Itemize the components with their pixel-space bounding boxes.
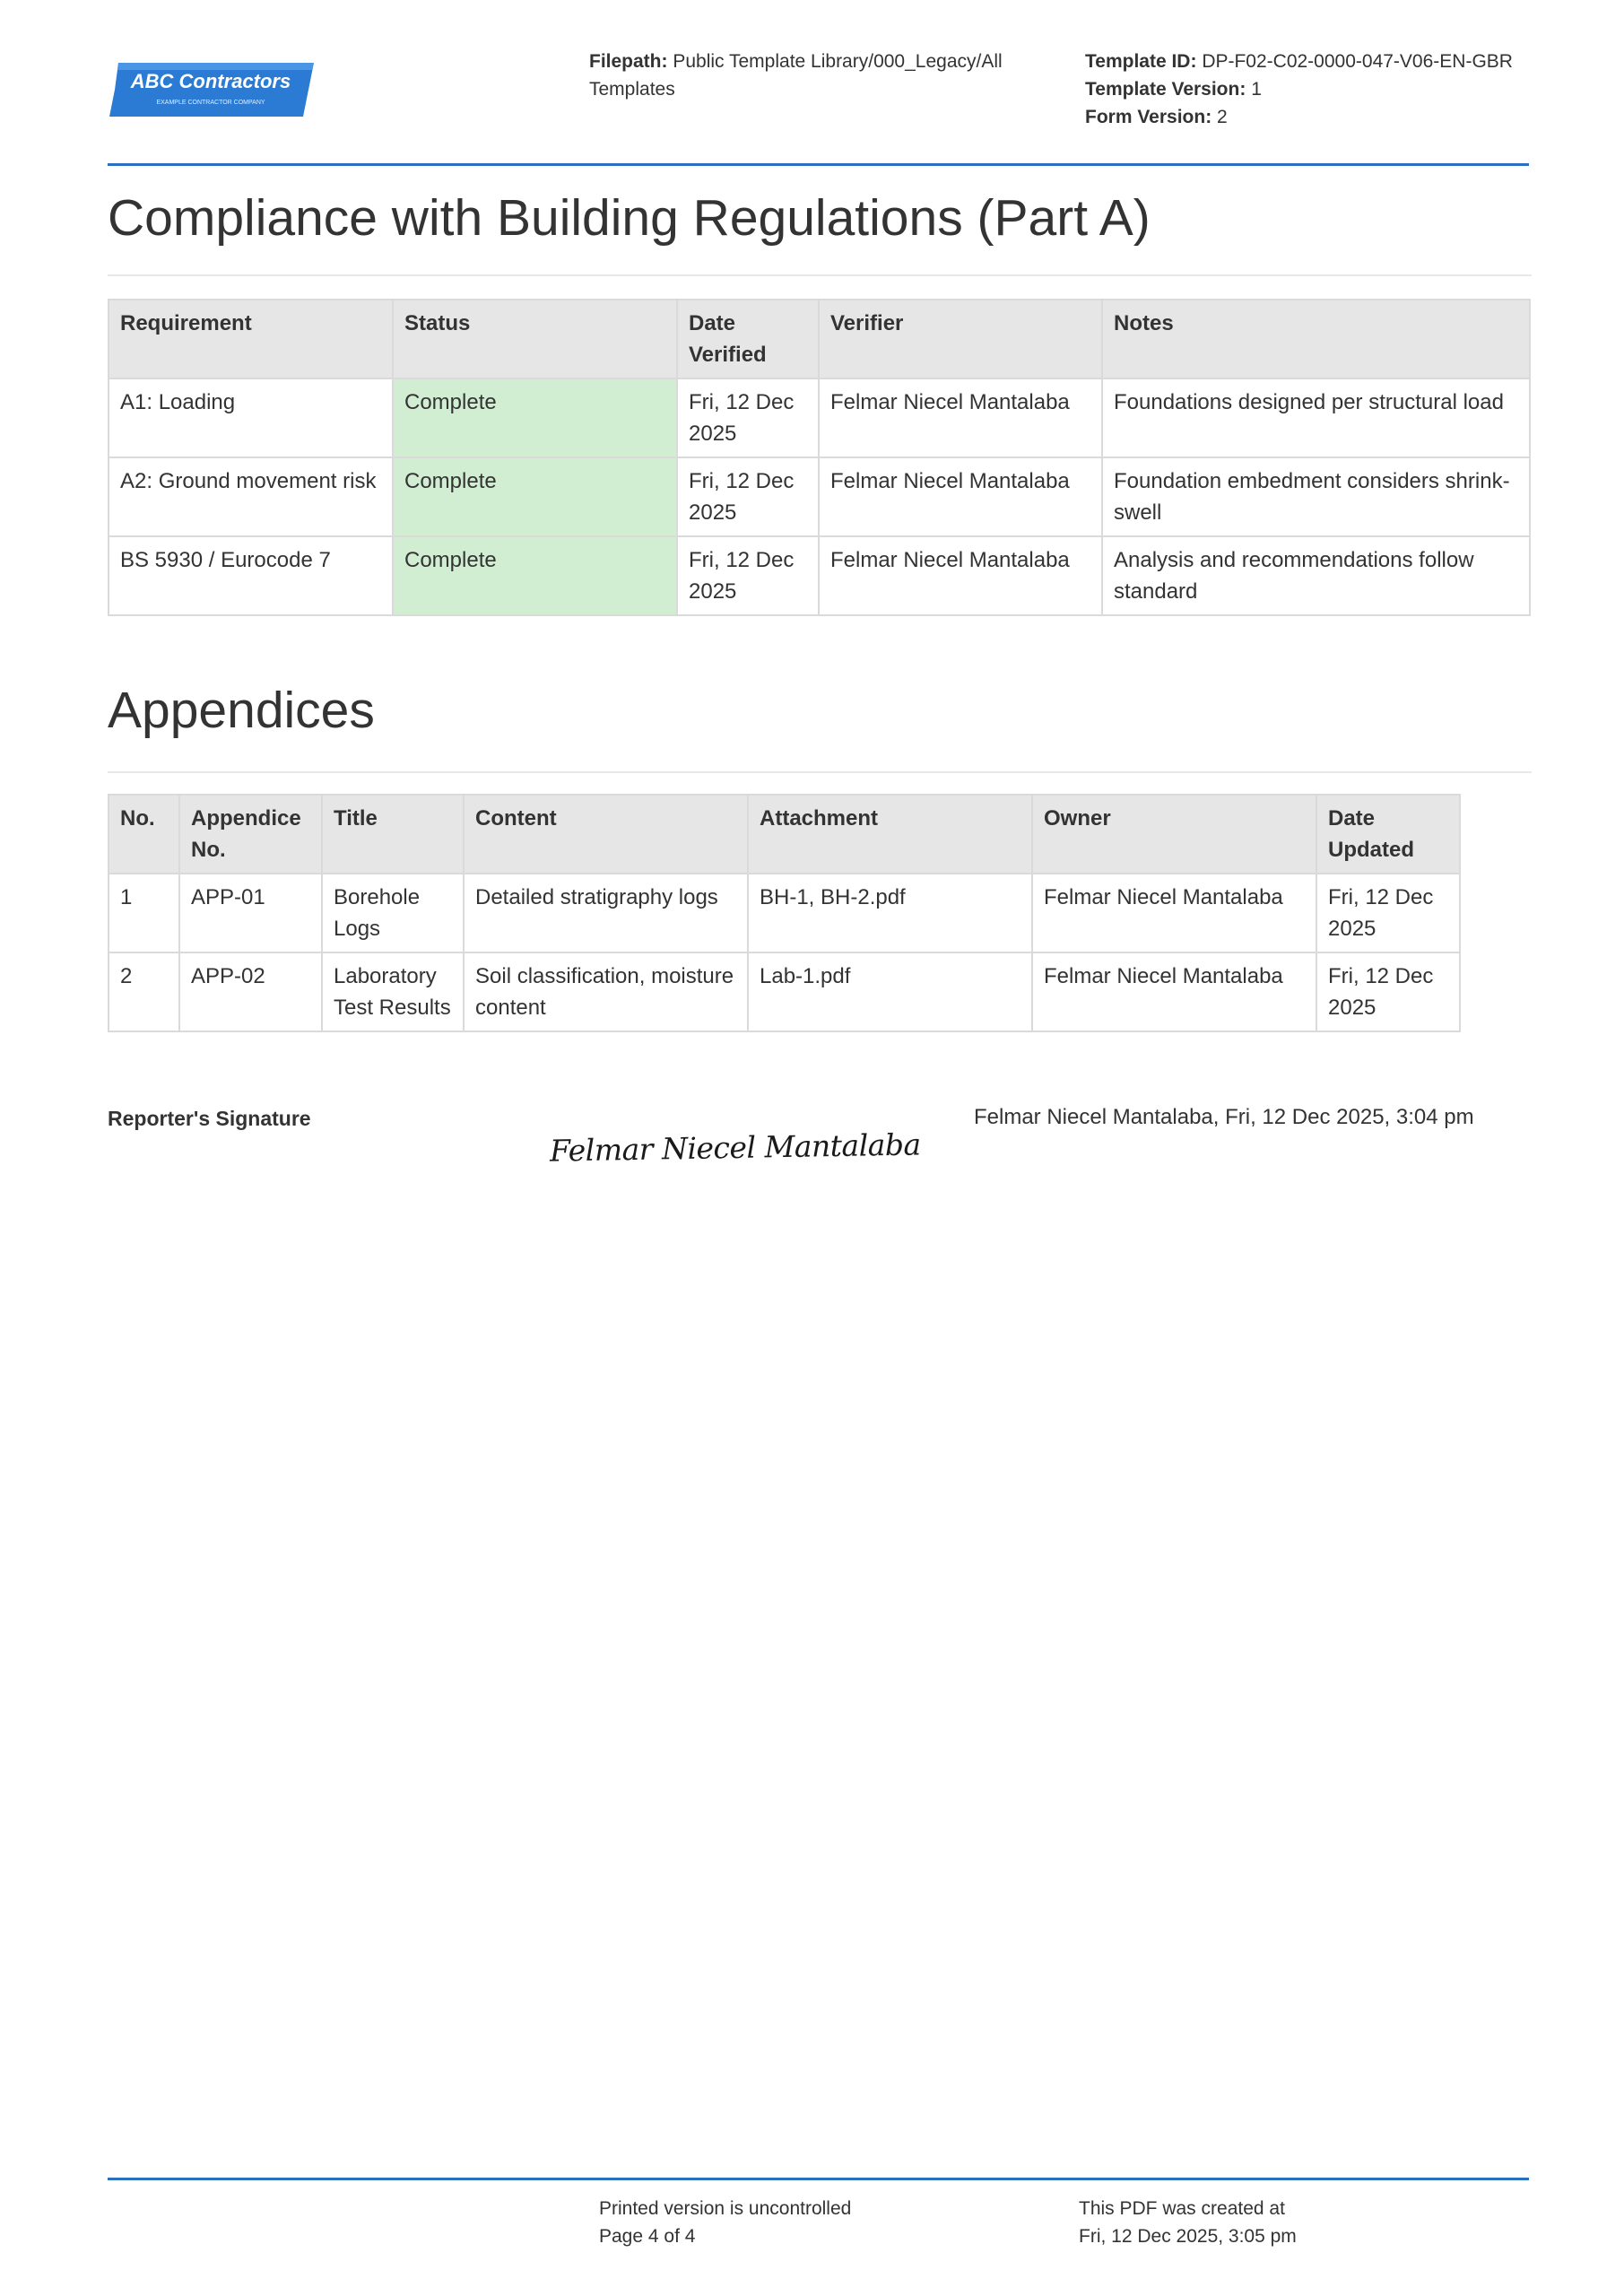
signature-row: [108, 1101, 1533, 1173]
page-header: [108, 0, 1529, 166]
col-no: No.: [109, 795, 179, 874]
owner-cell: Felmar Niecel Mantalaba: [1032, 874, 1316, 952]
content-cell: Soil classification, moisture content: [464, 952, 748, 1031]
col-title: Title: [322, 795, 464, 874]
filepath-value: Public Template Library/000_Legacy/All Templates: [589, 51, 1003, 100]
title-cell: Borehole Logs: [322, 874, 464, 952]
page-number: Page 4 of 4: [599, 2226, 696, 2247]
table-row: [109, 378, 1530, 457]
section-divider: [108, 771, 1532, 773]
col-appendice-no: Appendice No.: [179, 795, 322, 874]
notes-cell: Foundation embedment considers shrink-swell: [1102, 457, 1530, 536]
appendice-no-cell: APP-02: [179, 952, 322, 1031]
table-row: [109, 952, 1460, 1031]
col-content: Content: [464, 795, 748, 874]
no-cell: 2: [109, 952, 179, 1031]
status-cell: Complete: [393, 536, 677, 615]
date-updated-cell: Fri, 12 Dec 2025: [1316, 952, 1460, 1031]
requirement-cell: A2: Ground movement risk: [109, 457, 393, 536]
template-version-line: [1085, 75, 1529, 103]
template-id-label: Template ID:: [1085, 51, 1197, 72]
verifier-cell: Felmar Niecel Mantalaba: [819, 378, 1102, 457]
notes-cell: Analysis and recommendations follow standard: [1102, 536, 1530, 615]
filepath-meta: [589, 48, 1038, 103]
page-footer: [108, 2178, 1529, 2261]
verifier-cell: Felmar Niecel Mantalaba: [819, 536, 1102, 615]
signature-info: Felmar Niecel Mantalaba, Fri, 12 Dec 2025, 3:04 pm: [974, 1105, 1474, 1129]
svg-text:ABC Contractors: ABC Contractors: [130, 70, 291, 92]
owner-cell: Felmar Niecel Mantalaba: [1032, 952, 1316, 1031]
no-cell: 1: [109, 874, 179, 952]
col-status: Status: [393, 300, 677, 378]
template-version-value: 1: [1251, 79, 1262, 100]
attachment-cell: BH-1, BH-2.pdf: [748, 874, 1032, 952]
col-date-verified: Date Verified: [677, 300, 819, 378]
section-divider: [108, 274, 1532, 276]
requirement-cell: BS 5930 / Eurocode 7: [109, 536, 393, 615]
col-owner: Owner: [1032, 795, 1316, 874]
footer-left: [599, 2195, 851, 2250]
col-notes: Notes: [1102, 300, 1530, 378]
svg-text:EXAMPLE CONTRACTOR COMPANY: EXAMPLE CONTRACTOR COMPANY: [156, 100, 265, 106]
template-meta: [1085, 48, 1529, 131]
compliance-table: [108, 299, 1531, 616]
status-cell: Complete: [393, 457, 677, 536]
appendices-title: Appendices: [108, 682, 375, 739]
table-row: [109, 536, 1530, 615]
template-id-line: [1085, 48, 1529, 75]
svg-text:Felmar Niecel Mantalaba: Felmar Niecel Mantalaba: [549, 1126, 921, 1169]
signature-label: Reporter's Signature: [108, 1107, 311, 1130]
col-verifier: Verifier: [819, 300, 1102, 378]
notes-cell: Foundations designed per structural load: [1102, 378, 1530, 457]
table-header-row: [109, 300, 1530, 378]
col-requirement: Requirement: [109, 300, 393, 378]
date-cell: Fri, 12 Dec 2025: [677, 457, 819, 536]
requirement-cell: A1: Loading: [109, 378, 393, 457]
appendice-no-cell: APP-01: [179, 874, 322, 952]
template-version-label: Template Version:: [1085, 79, 1246, 100]
col-attachment: Attachment: [748, 795, 1032, 874]
content-cell: Detailed stratigraphy logs: [464, 874, 748, 952]
status-cell: Complete: [393, 378, 677, 457]
form-version-line: [1085, 103, 1529, 131]
compliance-title: Compliance with Building Regulations (Part A): [108, 189, 1151, 247]
verifier-cell: Felmar Niecel Mantalaba: [819, 457, 1102, 536]
title-cell: Laboratory Test Results: [322, 952, 464, 1031]
handwritten-signature: [543, 1126, 928, 1171]
form-version-label: Form Version:: [1085, 107, 1212, 127]
form-version-value: 2: [1217, 107, 1228, 127]
template-id-value: DP-F02-C02-0000-047-V06-EN-GBR: [1202, 51, 1513, 72]
date-cell: Fri, 12 Dec 2025: [677, 536, 819, 615]
filepath-label: Filepath:: [589, 51, 668, 72]
date-cell: Fri, 12 Dec 2025: [677, 378, 819, 457]
col-date-updated: Date Updated: [1316, 795, 1460, 874]
uncontrolled-note: Printed version is uncontrolled: [599, 2198, 852, 2219]
attachment-cell: Lab-1.pdf: [748, 952, 1032, 1031]
created-at: Fri, 12 Dec 2025, 3:05 pm: [1079, 2226, 1297, 2247]
table-row: [109, 874, 1460, 952]
created-label: This PDF was created at: [1079, 2198, 1285, 2219]
table-row: [109, 457, 1530, 536]
appendices-table: [108, 794, 1461, 1032]
table-header-row: [109, 795, 1460, 874]
footer-right: [1079, 2195, 1297, 2250]
date-updated-cell: Fri, 12 Dec 2025: [1316, 874, 1460, 952]
company-logo: [109, 61, 314, 118]
